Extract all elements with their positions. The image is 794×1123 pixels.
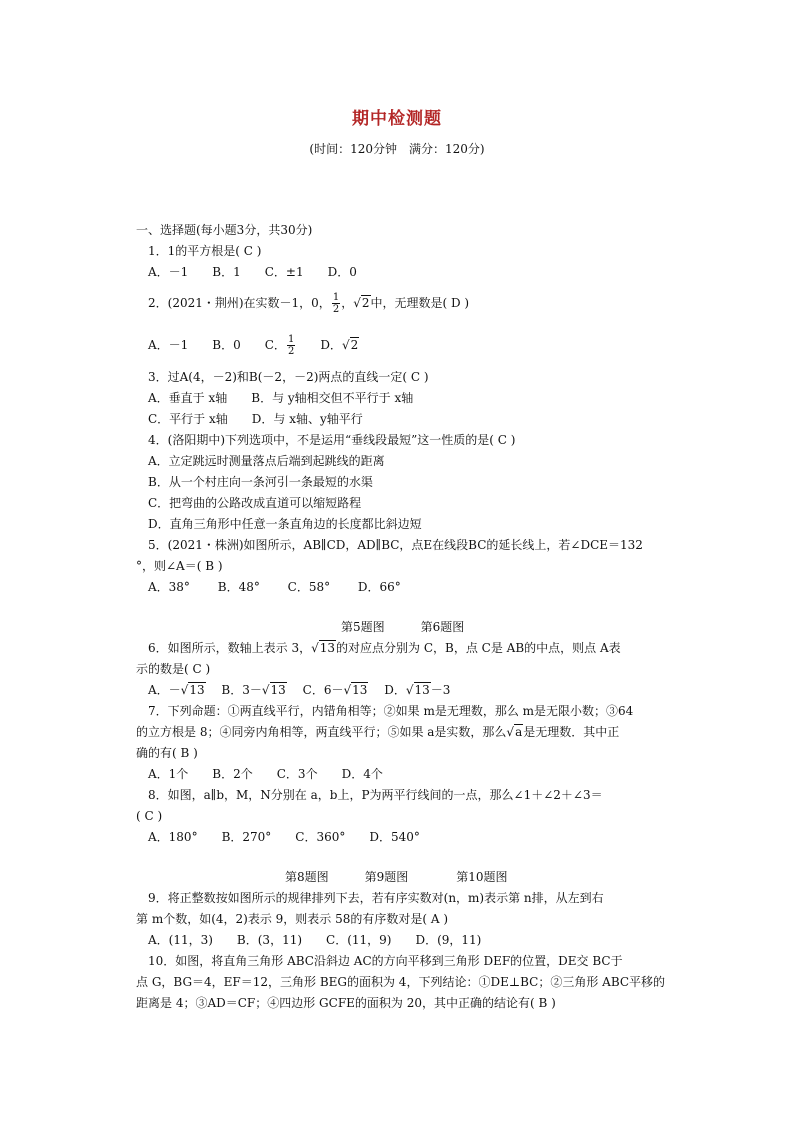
question-7-options: A．1个 B．2个 C．3个 D．4个: [148, 767, 383, 781]
sqrt-a: √a: [506, 725, 523, 739]
question-8-options: A．180° B．270° C．360° D．540°: [148, 830, 420, 844]
question-9-line2: 第 m个数，如(4，2)表示 9，则表示 58的有序数对是( A ): [136, 912, 449, 926]
question-1-options: A．－1 B．1 C．±1 D．0: [148, 265, 357, 279]
question-10-line1: 10．如图，将直角三角形 ABC沿斜边 AC的方向平移到三角形 DEF的位置，DE交 BC于: [148, 954, 623, 968]
question-4-option-a: A．立定跳远时测量落点后端到起跳线的距离: [148, 454, 385, 468]
figure-caption-8-10: 第8题图 第9题图 第10题图: [285, 870, 508, 884]
fraction-one-half: $\frac{1}{2}$: [287, 334, 295, 357]
exam-info: (时间：120分钟 满分：120分): [309, 142, 485, 156]
question-4-stem: 4．(洛阳期中)下列选项中，不是运用“垂线段最短”这一性质的是( C ): [148, 433, 516, 447]
question-8-line1: 8．如图，a∥b，M，N分别在 a，b上，P为两平行线间的一点，那么∠1＋∠2＋∠3＝: [148, 788, 603, 802]
question-9-line1: 9．将正整数按如图所示的规律排列下去，若有序实数对(n，m)表示第 n排，从左到右: [148, 891, 604, 905]
question-3-options-line1: A．垂直于 x轴 B．与 y轴相交但不平行于 x轴: [148, 391, 414, 405]
question-4-option-d: D．直角三角形中任意一条直角边的长度都比斜边短: [148, 517, 422, 531]
question-2-stem: 2．(2021・荆州)在实数－1，0， $\frac{1}{2}$ ，√2中，无理数是( D ): [148, 292, 470, 315]
sqrt-two: √2: [353, 296, 370, 310]
question-3-stem: 3．过A(4，－2)和B(－2，－2)两点的直线一定( C ): [148, 370, 429, 384]
figure-caption-5-6: 第5题图 第6题图: [341, 620, 465, 634]
question-8-line2: ( C ): [136, 809, 163, 823]
question-9-options: A．(11，3) B．(3，11) C．(11，9) D．(9，11): [148, 933, 482, 947]
question-1-stem: 1．1的平方根是( C ): [148, 244, 262, 258]
sqrt-two: √2: [341, 338, 359, 352]
page-title: 期中检测题: [352, 109, 442, 129]
sqrt-thirteen: √13: [311, 641, 336, 655]
question-2-options: A．－1 B．0 C． $\frac{1}{2}$ D．√2: [148, 334, 359, 357]
question-6-stem: 6．如图所示，数轴上表示 3，√13的对应点分别为 C，B，点 C是 AB的中点，则点 A表: [148, 641, 621, 655]
fraction-one-half: $\frac{1}{2}$: [332, 292, 340, 315]
section-heading: 一、选择题(每小题3分，共30分): [136, 223, 313, 237]
question-10-line3: 距离是 4；③AD＝CF；④四边形 GCFE的面积为 20，其中正确的结论有( B ): [136, 996, 556, 1010]
question-6-options: A．－√13 B．3－√13 C．6－√13 D．√13－3: [148, 683, 451, 697]
question-4-option-c: C．把弯曲的公路改成直道可以缩短路程: [148, 496, 362, 510]
question-3-options-line2: C．平行于 x轴 D．与 x轴、y轴平行: [148, 412, 363, 426]
question-7-line3: 确的有( B ): [136, 746, 198, 760]
question-7-line2: 的立方根是 8；④同旁内角相等，两直线平行；⑤如果 a是实数，那么√a是无理数．其中正: [136, 725, 620, 739]
question-6-stem-line2: 示的数是( C ): [136, 662, 211, 676]
question-7-line1: 7．下列命题：①两直线平行，内错角相等；②如果 m是无理数，那么 m是无限小数；③64: [148, 704, 634, 718]
question-5-options: A．38° B．48° C．58° D．66°: [148, 580, 401, 594]
question-10-line2: 点 G，BG＝4，EF＝12，三角形 BEG的面积为 4，下列结论：①DE⊥BC；②三角形 ABC平移的: [136, 975, 666, 989]
question-5-stem-line2: °，则∠A＝( B ): [136, 559, 223, 573]
question-4-option-b: B．从一个村庄向一条河引一条最短的水渠: [148, 475, 373, 489]
question-5-stem-line1: 5．(2021・株洲)如图所示，AB∥CD，AD∥BC，点E在线段BC的延长线上，若∠DCE＝132: [148, 538, 643, 552]
